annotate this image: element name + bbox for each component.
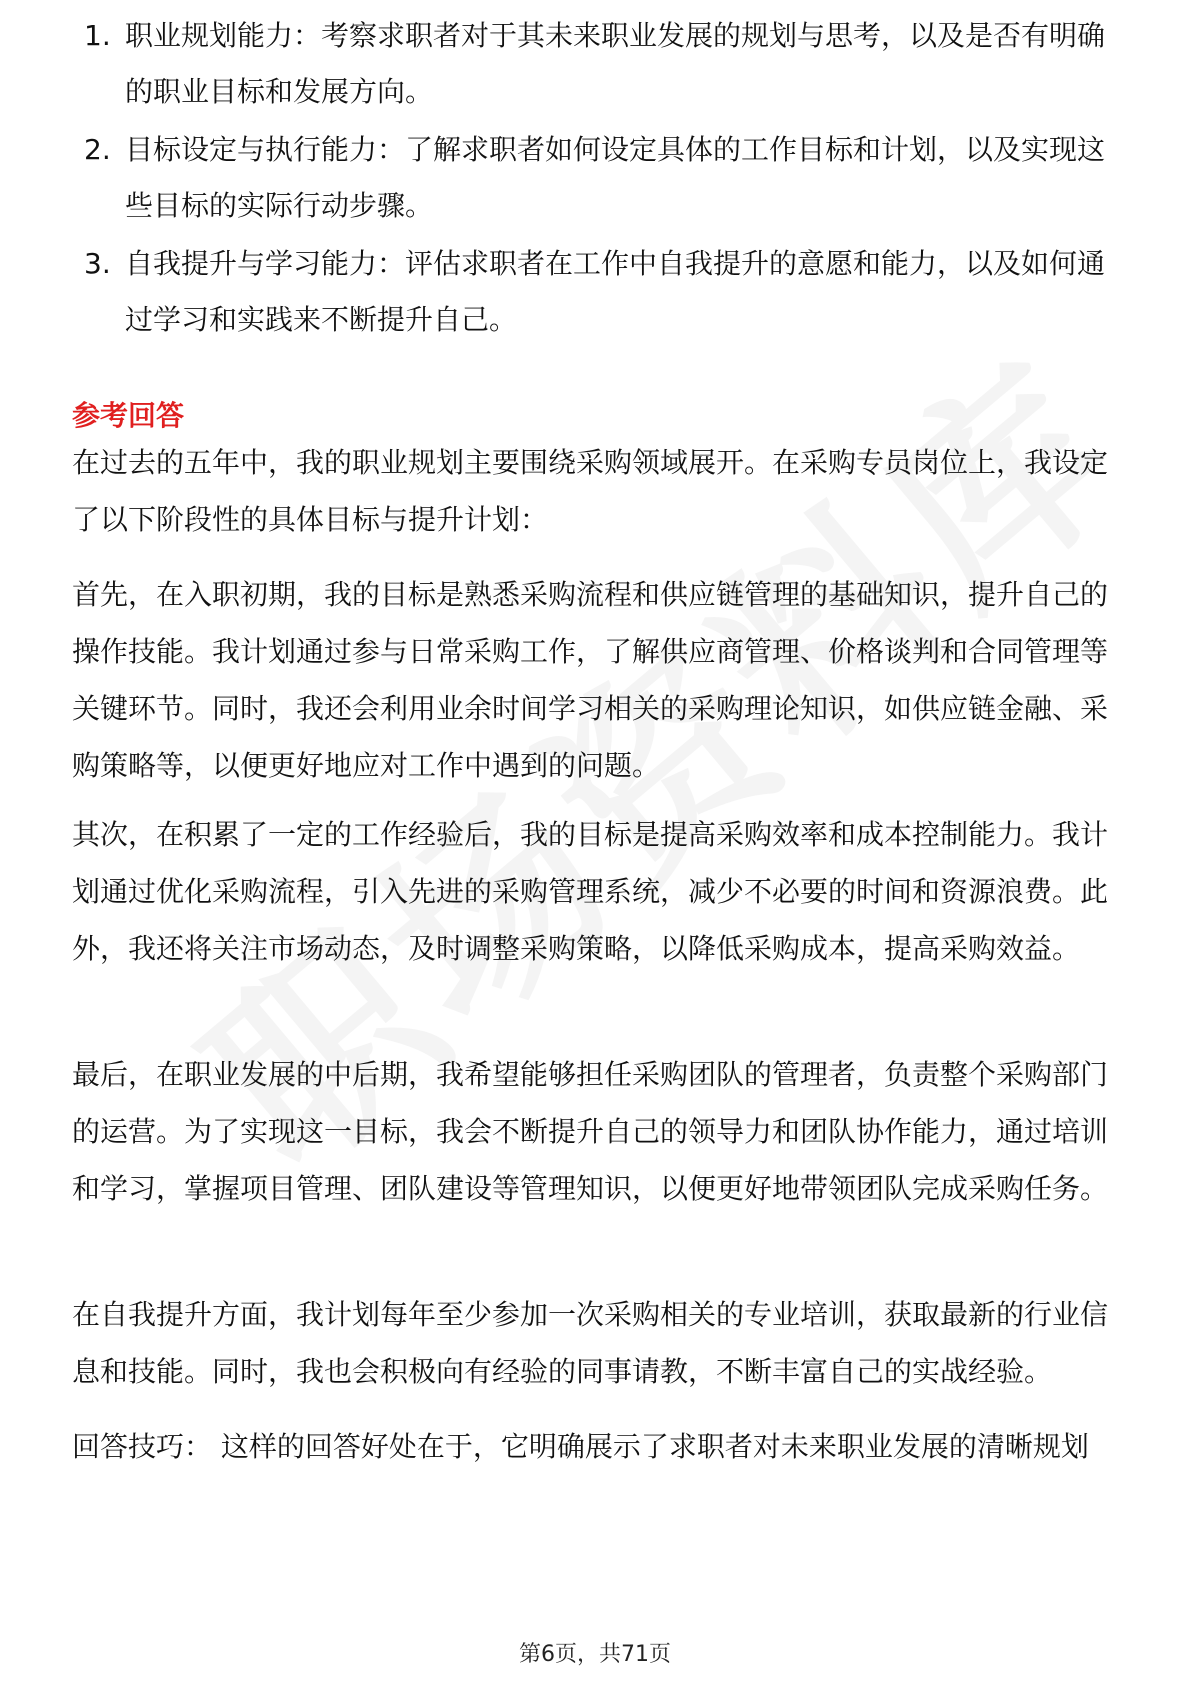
answer-paragraph: 其次，在积累了一定的工作经验后，我的目标是提高采购效率和成本控制能力。我计划通过优化采购流程，引入先进的采购管理系统，减少不必要的时间和资源浪费。此外，我还将关注市场动态，及时调整采购策略，以降低采购成本，提高采购效益。: [72, 818, 1109, 965]
list-item: [72, 236, 1122, 348]
answer-paragraph: 首先，在入职初期，我的目标是熟悉采购流程和供应链管理的基础知识，提升自己的操作技能。我计划通过参与日常采购工作，了解供应商管理、价格谈判和合同管理等关键环节。同时，我还会利用业余时间学习相关的采购理论知识，如供应链金融、采购策略等，以便更好地应对工作中遇到的问题。: [72, 578, 1109, 782]
section-title: 参考回答: [72, 399, 185, 432]
answer-paragraph: 在过去的五年中，我的职业规划主要围绕采购领域展开。在采购专员岗位上，我设定了以下阶段性的具体目标与提升计划：: [72, 446, 1109, 536]
list-item-text: 职业规划能力：考察求职者对于其未来职业发展的规划与思考，以及是否有明确的职业目标和发展方向。: [125, 19, 1106, 108]
list-item-text: 目标设定与执行能力：了解求职者如何设定具体的工作目标和计划，以及实现这些目标的实际行动步骤。: [125, 133, 1106, 222]
criteria-list: [72, 19, 1122, 350]
list-item-text: 自我提升与学习能力：评估求职者在工作中自我提升的意愿和能力，以及如何通过学习和实践来不断提升自己。: [125, 247, 1106, 336]
answer-paragraph: 最后，在职业发展的中后期，我希望能够担任采购团队的管理者，负责整个采购部门的运营。为了实现这一目标，我会不断提升自己的领导力和团队协作能力，通过培训和学习，掌握项目管理、团队建设等管理知识，以便更好地带领团队完成采购任务。: [72, 1058, 1109, 1205]
list-item-number: 1.: [84, 19, 111, 52]
list-item-number: 3.: [84, 247, 111, 280]
page-number: 第6页，共71页: [519, 1642, 671, 1667]
list-item: [72, 8, 1122, 120]
answer-tip: 回答技巧： 这样的回答好处在于，它明确展示了求职者对未来职业发展的清晰规划: [72, 1430, 1089, 1463]
answer-paragraph: 在自我提升方面，我计划每年至少参加一次采购相关的专业培训，获取最新的行业信息和技能。同时，我也会积极向有经验的同事请教，不断丰富自己的实战经验。: [72, 1298, 1109, 1388]
list-item-number: 2.: [84, 133, 111, 166]
list-item: [72, 122, 1122, 234]
